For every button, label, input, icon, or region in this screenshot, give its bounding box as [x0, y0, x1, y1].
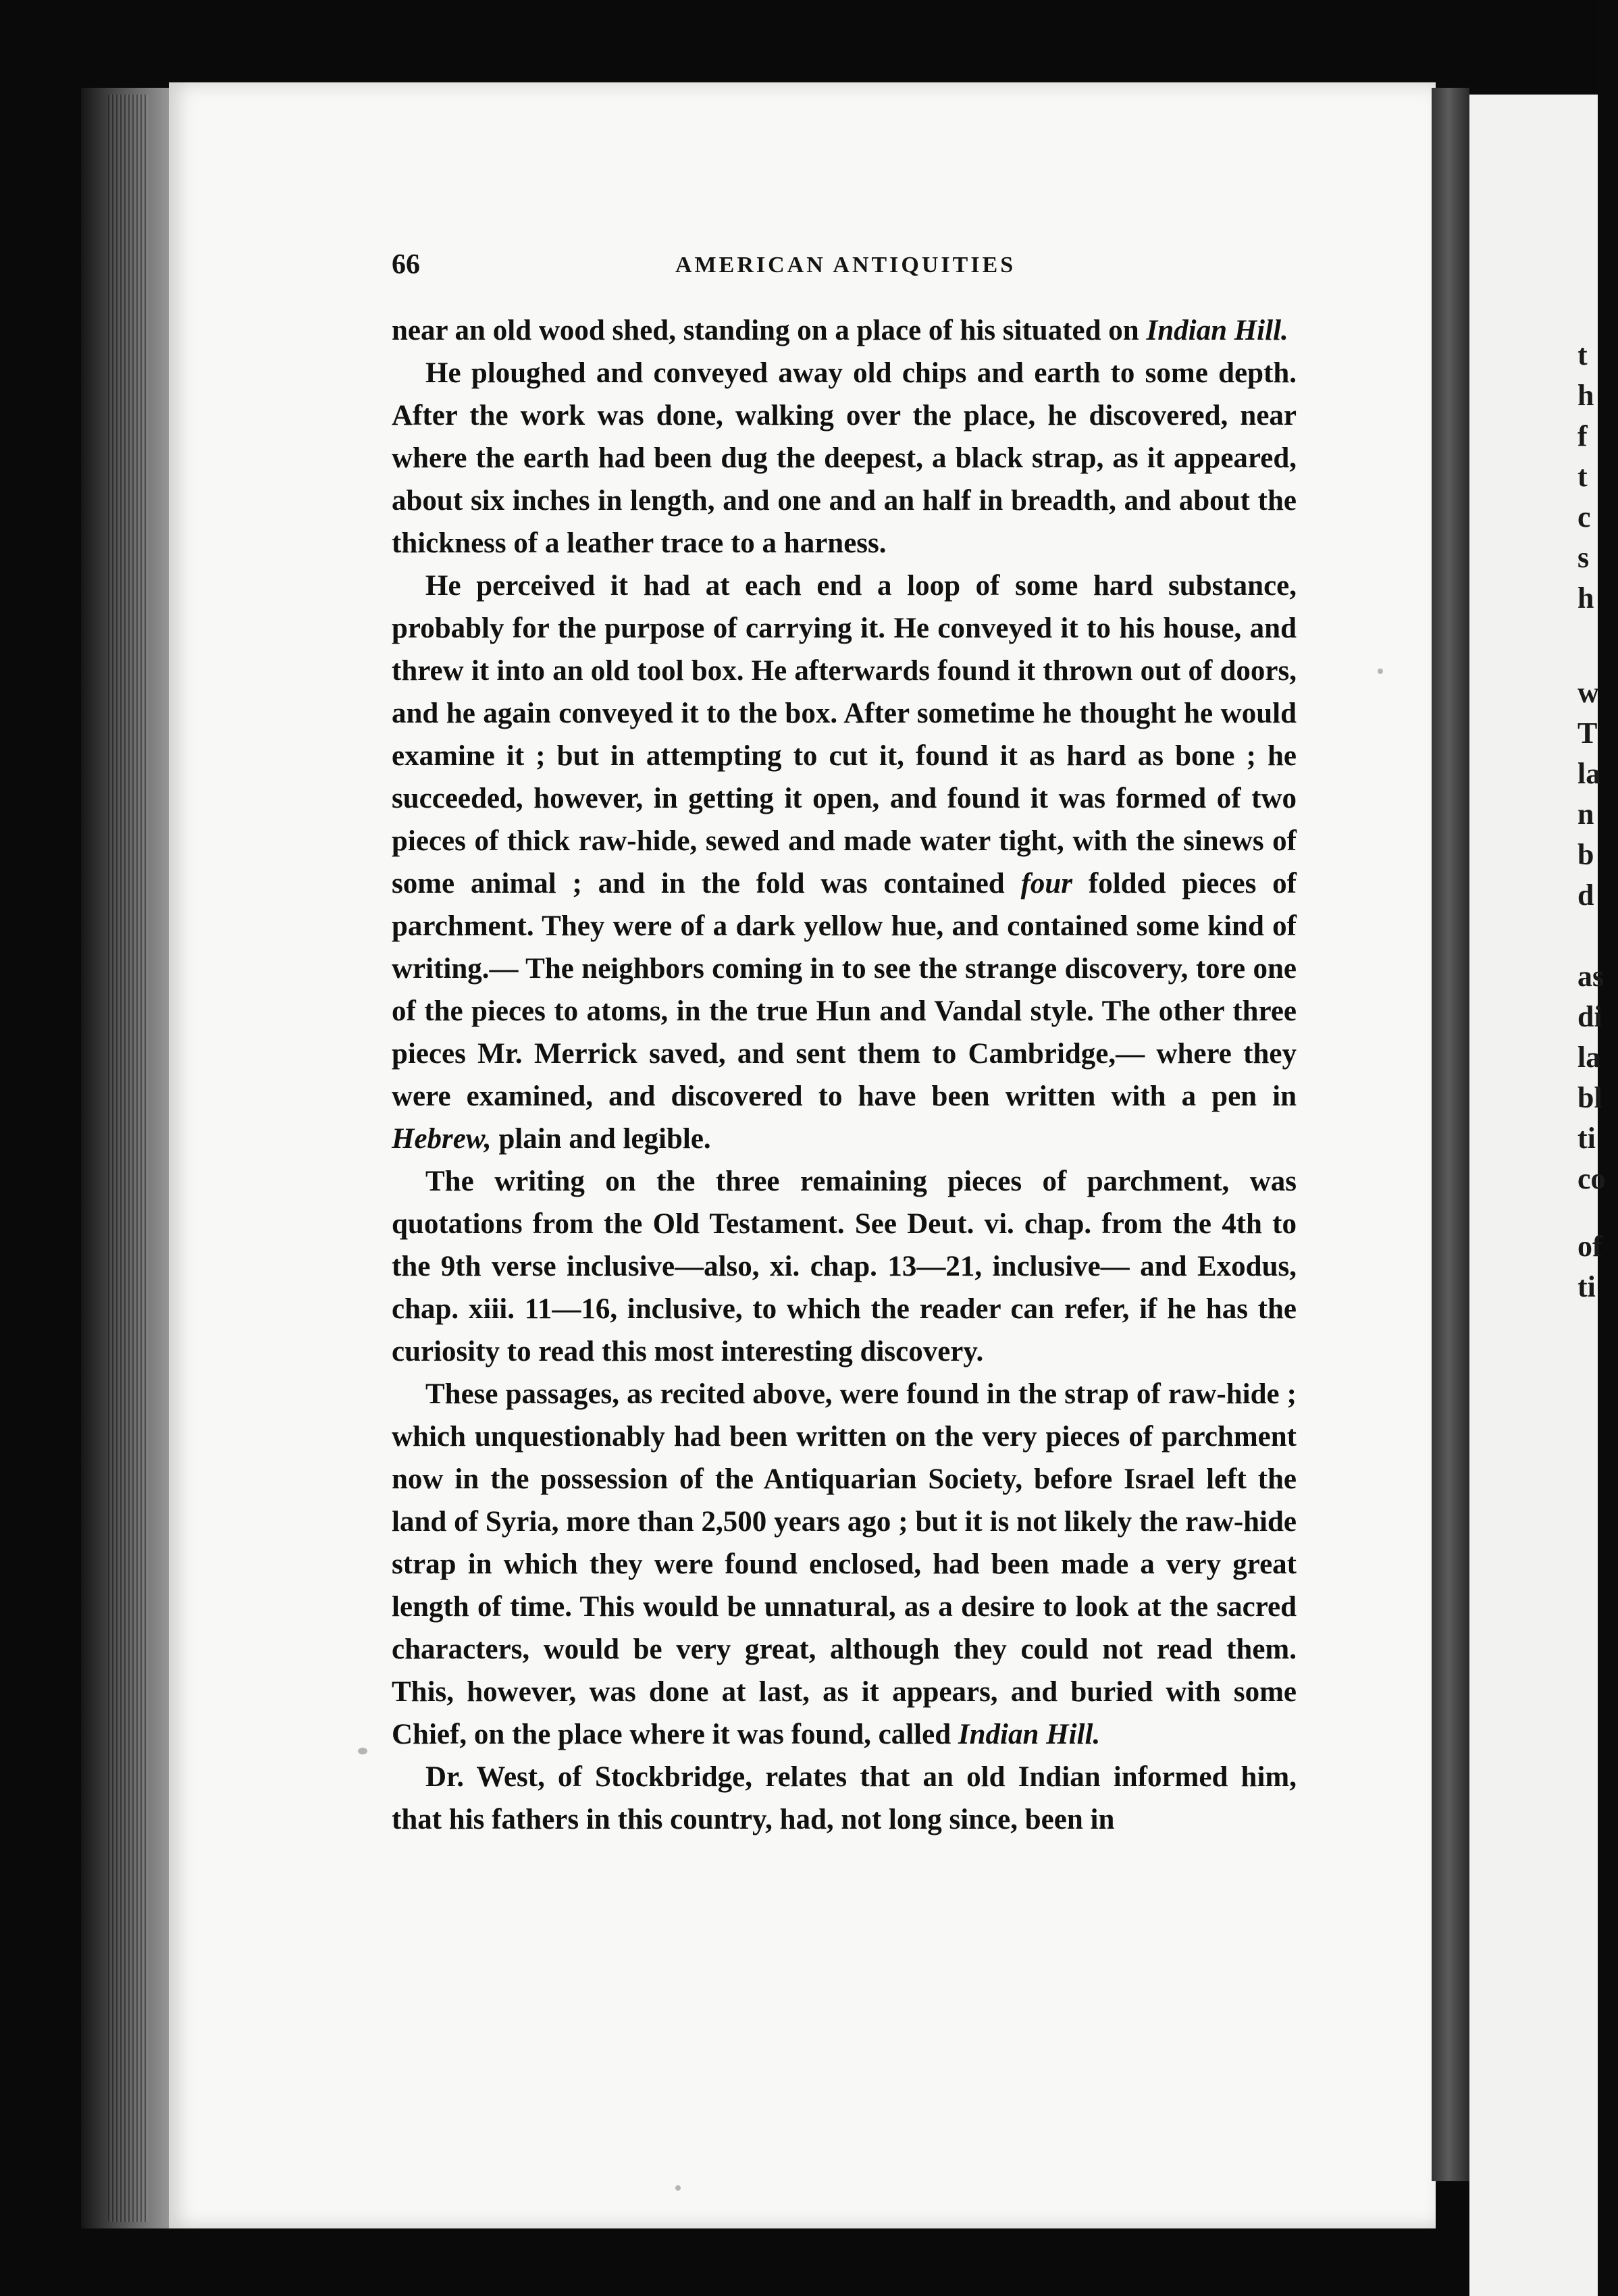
paragraph-text: He perceived it had at each end a loop of some hard substance, probably for the purpose of carrying it. He conveyed it to his house, and threw it into an old tool box. He afterwards found it thrown out of doors, and he again conveyed it to the box. After sometime he thought he would examine it ; but in attempting to cut it, found it as hard as bone ; he succeeded, however, in getting it open, and found it was formed of two pieces of thick raw-hide, sewed and made water tight, with the sinews of some animal ; and in the fold was contained — [392, 570, 1297, 899]
paragraph-text: folded pieces of parchment. They were of a dark yellow hue, and contained some kind of writing.— The neighbors coming in to see the strange discovery, tore one of the pieces to atoms, in the true Hun and Vandal style. The other three pieces Mr. Merrick saved, and sent them to Cambridge,— where they were examined, and discovered to have been written with a pen in — [392, 868, 1297, 1112]
facing-page-letter: s — [1577, 541, 1590, 574]
facing-page-letter: c — [1577, 500, 1591, 533]
facing-page-letter: f — [1577, 419, 1588, 452]
facing-page-letter: ti — [1577, 1270, 1596, 1303]
italic-text: Hebrew, — [392, 1123, 492, 1155]
facing-page-letters — [1577, 95, 1618, 2296]
facing-page-letter: T — [1577, 716, 1598, 750]
facing-page-letter: la — [1577, 1041, 1601, 1074]
facing-page-letter: d — [1577, 879, 1594, 912]
facing-page-letter: di — [1577, 1000, 1602, 1033]
facing-page-letter: ti — [1577, 1122, 1596, 1155]
facing-page-letter: h — [1577, 581, 1594, 615]
facing-page-letter: t — [1577, 338, 1588, 371]
paragraph — [392, 309, 1297, 352]
paragraph-text: near an old wood shed, standing on a place of his situated on — [392, 315, 1147, 346]
paragraph — [392, 1756, 1297, 1841]
scan-speck — [1378, 669, 1383, 674]
paragraph-text: These passages, as recited above, were found in the strap of raw-hide ; which unquestionably had been written on the very pieces of parchment now in the possession of the Antiquarian Society, before Israel left the land of Syria, more than 2,500 years ago ; but it is not likely the raw-hide strap in which they were found enclosed, had been made a very great length of time. This would be unnatural, as a desire to look at the sacred characters, would be very great, although they could not read them. This, however, was done at last, as it appears, and buried with some Chief, on the place where it was found, called — [392, 1378, 1297, 1750]
italic-text: Indian Hill. — [1146, 315, 1288, 346]
book-gutter — [1432, 88, 1469, 2181]
facing-page-letter: as — [1577, 960, 1604, 993]
paragraph-text: The writing on the three remaining pieces of parchment, was quotations from the Old Testament. See Deut. vi. chap. from the 4th to the 9th verse inclusive—also, xi. chap. 13—21, inclusive— and Exodus, chap. xiii. 11—16, inclusive, to which the reader can refer, if he has the curiosity to read this most interesting discovery. — [392, 1166, 1297, 1367]
page-number: 66 — [392, 249, 420, 280]
facing-page-letter: n — [1577, 798, 1594, 831]
facing-page-letter: co — [1577, 1162, 1606, 1195]
paragraph — [392, 1373, 1297, 1756]
paragraph-text: plain and legible. — [491, 1123, 711, 1155]
scan-speck — [358, 1748, 367, 1754]
body-text — [392, 309, 1297, 1841]
facing-page-letter: bl — [1577, 1081, 1602, 1114]
facing-page-letter: w — [1577, 676, 1599, 709]
paragraph — [392, 565, 1297, 1160]
paragraph — [392, 1160, 1297, 1373]
facing-page-letter: b — [1577, 838, 1594, 871]
paragraph-text: He ploughed and conveyed away old chips and earth to some depth. After the work was done, walking over the place, he discovered, near where the earth had been dug the deepest, a black strap, as it appeared, about six inches in length, and one and an half in breadth, and about the thickness of a leather trace to a harness. — [392, 357, 1297, 559]
italic-text: Indian Hill. — [958, 1719, 1101, 1750]
running-head-title: AMERICAN ANTIQUITIES — [675, 253, 1016, 278]
scan-speck — [675, 2185, 681, 2191]
facing-page-letter: of — [1577, 1230, 1602, 1263]
facing-page-letter: la — [1577, 757, 1601, 790]
facing-page-fragment — [1469, 95, 1606, 2296]
paragraph — [392, 352, 1297, 565]
facing-page-letter: t — [1577, 460, 1588, 493]
page-edge-lines — [108, 95, 149, 2222]
facing-page-letter: h — [1577, 379, 1594, 412]
running-head — [392, 249, 1297, 289]
italic-text: four — [1020, 868, 1073, 899]
paragraph-text: Dr. West, of Stockbridge, relates that an old Indian informed him, that his fathers in this country, had, not long since, been in — [392, 1761, 1297, 1835]
